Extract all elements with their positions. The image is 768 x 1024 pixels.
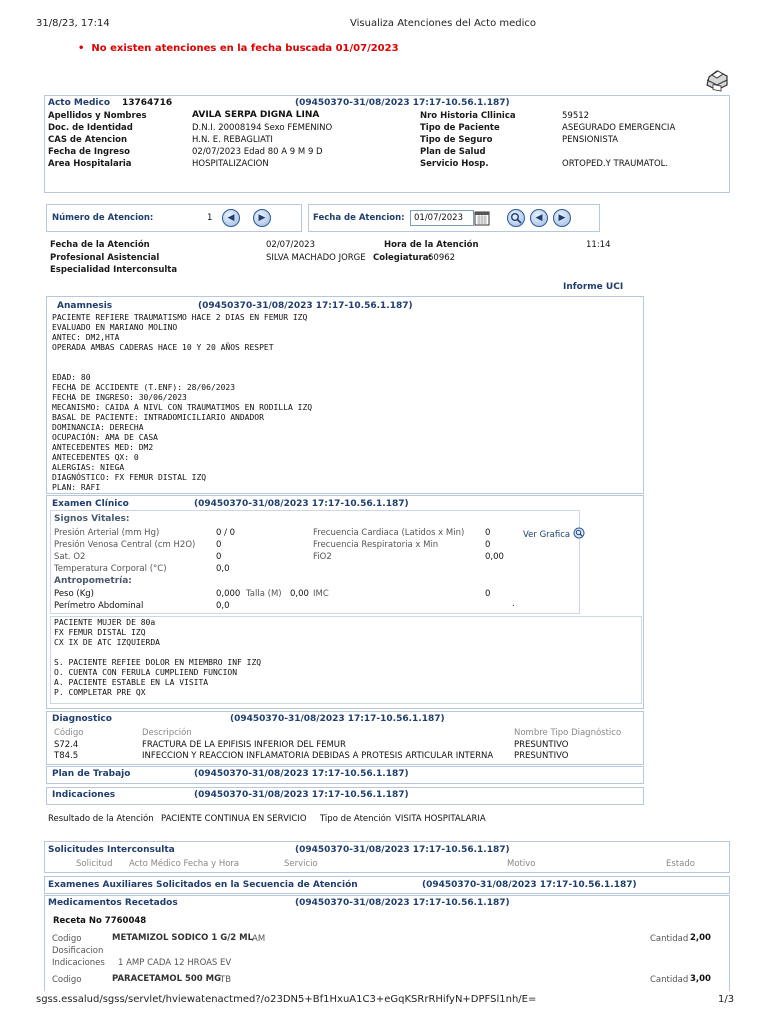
receta-number: Receta No 7760048	[53, 916, 147, 926]
tipo-paciente-value: ASEGURADO EMERGENCIA	[562, 123, 676, 133]
pa-value: 0 / 0	[216, 528, 236, 538]
colegiatura-label: Colegiatura:	[373, 253, 432, 263]
label-apellidos: Apellidos y Nombres	[48, 111, 147, 121]
label-tipo-paciente: Tipo de Paciente	[420, 123, 500, 133]
tipo-seguro-value: PENSIONISTA	[562, 135, 619, 145]
diagnostico-title: Diagnostico	[52, 714, 112, 724]
resultado-label: Resultado de la Atención	[48, 814, 154, 824]
fecha-atencion-info-label: Fecha de la Atención	[50, 240, 150, 250]
pa-label: Presión Arterial (mm Hg)	[54, 528, 160, 538]
solicitudes-stamp: (09450370-31/08/2023 17:17-10.56.1.187)	[295, 845, 510, 855]
text-line	[52, 353, 637, 363]
hora-atencion-label: Hora de la Atención	[384, 240, 479, 250]
fecha-atencion-label: Fecha de Atencion:	[313, 213, 405, 223]
fio2-label: FiO2	[313, 552, 332, 562]
diag-header-codigo: Código	[54, 728, 84, 738]
med-1-indicaciones: 1 AMP CADA 12 HROAS EV	[118, 958, 232, 968]
med-2-name: PARACETAMOL 500 MG	[112, 974, 222, 984]
numero-atencion-label: Número de Atencion:	[52, 213, 154, 223]
acto-medico-panel	[44, 95, 730, 193]
resultado-value: PACIENTE CONTINUA EN SERVICIO	[161, 814, 307, 824]
diag-header-tipo: Nombre Tipo Diagnóstico	[514, 728, 622, 738]
diag-row-2-codigo: T84.5	[54, 751, 79, 761]
perimetro-value: 0,0	[216, 601, 230, 611]
label-tipo-seguro: Tipo de Seguro	[420, 135, 493, 145]
indicaciones-stamp: (09450370-31/08/2023 17:17-10.56.1.187)	[194, 790, 409, 800]
med-1-dosif-label: Dosificacion	[52, 946, 104, 956]
text-line: ANTECEDENTES MED: DM2	[52, 443, 154, 452]
hora-atencion-value: 11:14	[586, 240, 611, 250]
pvc-label: Presión Venosa Central (cm H2O)	[54, 540, 196, 550]
text-line: PLAN: RAFI	[52, 483, 101, 492]
bullet-icon: •	[78, 43, 92, 54]
sol-header-motivo: Motivo	[507, 859, 536, 869]
fr-label: Frecuencia Respiratoria x Min	[313, 540, 439, 550]
examen-notes-text	[54, 618, 639, 698]
imc-value: 0	[485, 589, 491, 599]
text-line: A. PACIENTE ESTABLE EN LA VISITA	[54, 678, 209, 687]
calendar-icon[interactable]	[474, 210, 490, 226]
prev-fecha-button[interactable]: ◀	[530, 209, 548, 227]
label-doc: Doc. de Identidad	[48, 123, 133, 133]
anamnesis-stamp: (09450370-31/08/2023 17:17-10.56.1.187)	[198, 301, 413, 311]
diag-row-1-descripcion: FRACTURA DE LA EPIFISIS INFERIOR DEL FEMUR	[142, 740, 346, 750]
prev-atencion-button[interactable]: ◀	[222, 209, 240, 227]
med-1-codigo-label: Codigo	[52, 934, 82, 944]
med-1-indic-label: Indicaciones	[52, 958, 105, 968]
fio2-value: 0,00	[485, 552, 504, 562]
page-number: 1/3	[718, 994, 735, 1005]
examenes-aux-title: Examenes Auxiliares Solicitados en la Secuencia de Atención	[48, 880, 358, 890]
text-line: FX FEMUR DISTAL IZQ	[54, 628, 146, 637]
diagnostico-stamp: (09450370-31/08/2023 17:17-10.56.1.187)	[230, 714, 445, 724]
med-1-cantidad-label: Cantidad	[650, 934, 689, 944]
informe-uci-link[interactable]: Informe UCI	[563, 282, 624, 292]
ver-grafica-link[interactable]	[523, 527, 585, 542]
solicitudes-title: Solicitudes Interconsulta	[48, 845, 175, 855]
perimetro-dot: .	[512, 599, 515, 609]
text-line: DOMINANCIA: DERECHA	[52, 423, 144, 432]
label-servicio: Servicio Hosp.	[420, 159, 489, 169]
alert-text: No existen atenciones en la fecha buscada 01/07/2023	[91, 43, 399, 54]
tipo-atencion-label: Tipo de Atención	[320, 814, 392, 824]
colegiatura-value: 60962	[428, 253, 456, 263]
text-line: P. COMPLETAR PRE QX	[54, 688, 146, 697]
historia-value: 59512	[562, 111, 590, 121]
antropometria-title: Antropometría:	[54, 576, 132, 586]
acto-medico-label: Acto Medico	[48, 98, 111, 108]
label-plan-salud: Plan de Salud	[420, 147, 486, 157]
page-title: Visualiza Atenciones del Acto medico	[350, 18, 537, 29]
text-line: PACIENTE MUJER DE 80a	[54, 618, 156, 627]
ver-grafica-label: Ver Grafica	[523, 530, 571, 540]
text-line: OPERADA AMBAS CADERAS HACE 10 Y 20 AÑOS RESPET	[52, 343, 274, 352]
text-line	[52, 363, 637, 373]
servicio-value: ORTOPED.Y TRAUMATOL.	[562, 159, 669, 169]
patient-doc: D.N.I. 20008194 Sexo FEMENINO	[192, 123, 333, 133]
med-2-cantidad-label: Cantidad	[650, 975, 689, 985]
sat-label: Sat. O2	[54, 552, 86, 562]
fc-label: Frecuencia Cardiaca (Latidos x Min)	[313, 528, 465, 538]
fecha-atencion-input[interactable]: 01/07/2023	[410, 210, 474, 226]
anamnesis-text	[52, 313, 637, 493]
signos-title: Signos Vitales:	[54, 514, 130, 524]
med-2-form: TB	[220, 975, 232, 985]
text-line: FECHA DE ACCIDENTE (T.ENF): 28/06/2023	[52, 383, 236, 392]
text-line: FECHA DE INGRESO: 30/06/2023	[52, 393, 187, 402]
plan-title: Plan de Trabajo	[52, 769, 131, 779]
temp-value: 0,0	[216, 564, 230, 574]
fecha-atencion-info-value: 02/07/2023	[266, 240, 315, 250]
peso-value: 0,000	[216, 589, 241, 599]
label-area: Area Hospitalaria	[48, 159, 132, 169]
diag-row-1-tipo: PRESUNTIVO	[514, 740, 569, 750]
diag-row-2-tipo: PRESUNTIVO	[514, 751, 569, 761]
next-atencion-button[interactable]: ▶	[253, 209, 271, 227]
text-line: PACIENTE REFIERE TRAUMATISMO HACE 2 DIAS EN FEMUR IZQ	[52, 313, 308, 322]
label-fecha-ingreso: Fecha de Ingreso	[48, 147, 130, 157]
text-line: MECANISMO: CAIDA A NIVL CON TRAUMATIMOS EN RODILLA IZQ	[52, 403, 313, 412]
patient-cas: H.N. E. REBAGLIATI	[192, 135, 273, 145]
magnifier-icon	[573, 527, 585, 542]
diag-row-1-codigo: S72.4	[54, 740, 79, 750]
tipo-atencion-value: VISITA HOSPITALARIA	[395, 814, 486, 824]
profesional-value: SILVA MACHADO JORGE	[266, 253, 366, 263]
label-historia: Nro Historia Cllinica	[420, 111, 516, 121]
sat-value: 0	[216, 552, 222, 562]
numero-atencion-value: 1	[207, 213, 213, 223]
sol-header-servicio: Servicio	[284, 859, 318, 869]
page-url: sgss.essalud/sgss/servlet/hviewatenactmed?/o23DN5+Bf1HxuA1C3+eGqKSRrRHifyN+DPFSl1nh/E=	[36, 994, 537, 1005]
talla-value: 0,00	[290, 589, 309, 599]
sol-header-acto: Acto Médico Fecha y Hora	[129, 859, 240, 869]
print-datetime: 31/8/23, 17:14	[36, 18, 110, 29]
especialidad-label: Especialidad Interconsulta	[50, 265, 178, 275]
profesional-label: Profesional Asistencial	[50, 253, 160, 263]
patient-ingreso: 02/07/2023 Edad 80 A 9 M 9 D	[192, 147, 323, 157]
text-line: BASAL DE PACIENTE: INTRADOMICILIARIO ANDADOR	[52, 413, 264, 422]
text-line: O. CUENTA CON FERULA CUMPLIEND FUNCION	[54, 668, 238, 677]
search-fecha-button[interactable]	[507, 209, 525, 227]
talla-label: Talla (M)	[246, 589, 282, 599]
patient-area: HOSPITALIZACION	[192, 159, 269, 169]
peso-label: Peso (Kg)	[54, 589, 94, 599]
plan-stamp: (09450370-31/08/2023 17:17-10.56.1.187)	[194, 769, 409, 779]
text-line	[54, 648, 639, 658]
medicamentos-stamp: (09450370-31/08/2023 17:17-10.56.1.187)	[295, 898, 510, 908]
imc-label: IMC	[313, 589, 329, 599]
text-line: ANTECEDENTES QX: 0	[52, 453, 139, 462]
text-line: ALERGIAS: NIEGA	[52, 463, 125, 472]
pvc-value: 0	[216, 540, 222, 550]
next-fecha-button[interactable]: ▶	[553, 209, 571, 227]
medicamentos-title: Medicamentos Recetados	[48, 898, 178, 908]
text-line: EVALUADO EN MARIANO MOLINO	[52, 323, 178, 332]
printer-icon[interactable]	[704, 68, 730, 92]
text-line: S. PACIENTE REFIEE DOLOR EN MIEMBRO INF IZQ	[54, 658, 262, 667]
text-line: ANTEC: DM2,HTA	[52, 333, 120, 342]
med-2-cantidad: 3,00	[690, 974, 711, 984]
perimetro-label: Perímetro Abdominal	[54, 601, 144, 611]
diag-row-2-descripcion: INFECCION Y REACCION INFLAMATORIA DEBIDAS A PROTESIS ARTICULAR INTERNA	[142, 751, 494, 761]
sol-header-estado: Estado	[666, 859, 695, 869]
fr-value: 0	[485, 540, 491, 550]
examen-stamp: (09450370-31/08/2023 17:17-10.56.1.187)	[194, 499, 409, 509]
acto-medico-stamp: (09450370-31/08/2023 17:17-10.56.1.187)	[295, 98, 510, 108]
examen-title: Examen Clínico	[52, 499, 129, 509]
sol-header-solicitud: Solicitud	[76, 859, 113, 869]
med-1-cantidad: 2,00	[690, 933, 711, 943]
acto-medico-number: 13764716	[122, 98, 173, 108]
indicaciones-title: Indicaciones	[52, 790, 116, 800]
med-1-form: AM	[252, 934, 266, 944]
diag-header-descripcion: Descripción	[142, 728, 192, 738]
examenes-aux-stamp: (09450370-31/08/2023 17:17-10.56.1.187)	[422, 880, 637, 890]
patient-name: AVILA SERPA DIGNA LINA	[192, 110, 320, 120]
label-cas: CAS de Atencion	[48, 135, 128, 145]
fc-value: 0	[485, 528, 491, 538]
text-line: EDAD: 80	[52, 373, 91, 382]
med-1-name: METAMIZOL SODICO 1 G/2 ML	[112, 933, 254, 943]
text-line: CX IX DE ATC IZQUIERDA	[54, 638, 160, 647]
temp-label: Temperatura Corporal (°C)	[54, 564, 167, 574]
anamnesis-title: Anamnesis	[57, 301, 113, 311]
med-2-codigo-label: Codigo	[52, 975, 82, 985]
text-line: DIAGNÓSTICO: FX FEMUR DISTAL IZQ	[52, 473, 207, 482]
no-results-alert	[78, 43, 399, 54]
text-line: OCUPACIÓN: AMA DE CASA	[52, 433, 158, 442]
